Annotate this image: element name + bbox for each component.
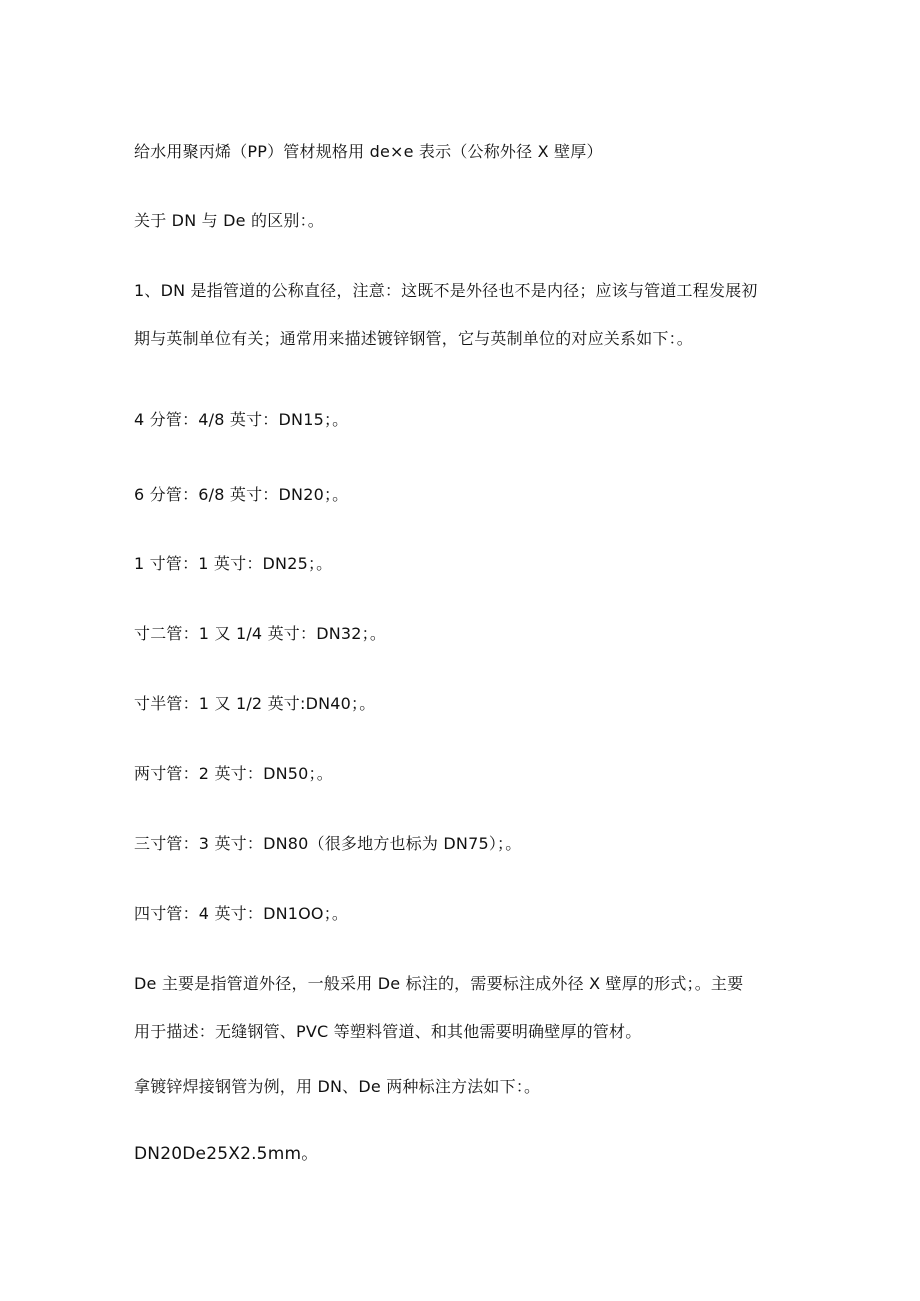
section-heading: 关于 DN 与 De 的区别：。 — [134, 211, 324, 230]
intro-paragraph: 给水用聚丙烯（PP）管材规格用 de×e 表示（公称外径 X 壁厚） — [134, 142, 603, 161]
size-item-dn40: 寸半管：1 又 1/2 英寸:DN40；。 — [134, 694, 376, 713]
size-item-dn20: 6 分管：6/8 英寸：DN20；。 — [134, 485, 349, 504]
dn-definition-line-1: 1、DN 是指管道的公称直径，注意：这既不是外径也不是内径；应该与管道工程发展初 — [134, 281, 758, 300]
dn-definition-line-2: 期与英制单位有关；通常用来描述镀锌钢管，它与英制单位的对应关系如下：。 — [134, 329, 694, 348]
size-item-dn15: 4 分管：4/8 英寸：DN15；。 — [134, 410, 349, 429]
de-definition-line-2: 用于描述：无缝钢管、PVC 等塑料管道、和其他需要明确壁厚的管材。 — [134, 1022, 642, 1041]
size-item-dn32: 寸二管：1 又 1/4 英寸：DN32；。 — [134, 624, 387, 643]
de-definition-line-1: De 主要是指管道外径，一般采用 De 标注的，需要标注成外径 X 壁厚的形式；。主要 — [134, 974, 744, 993]
size-item-dn25: 1 寸管：1 英寸：DN25；。 — [134, 554, 333, 573]
size-item-dn50: 两寸管：2 英寸：DN50；。 — [134, 764, 333, 783]
size-item-dn100: 四寸管：4 英寸：DN1OO；。 — [134, 904, 349, 923]
size-item-dn80: 三寸管：3 英寸：DN80（很多地方也标为 DN75）；。 — [134, 834, 522, 853]
example-intro: 拿镀锌焊接钢管为例，用 DN、De 两种标注方法如下：。 — [134, 1077, 541, 1096]
example-value: DN20De25X2.5mm。 — [134, 1144, 319, 1164]
